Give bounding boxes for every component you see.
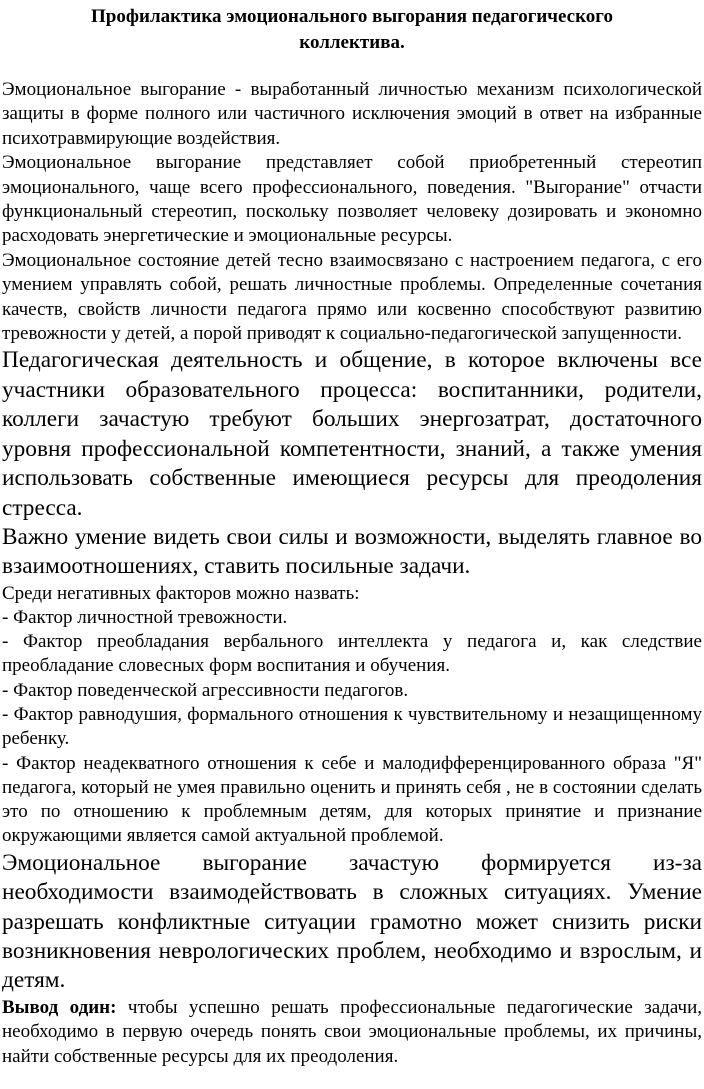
- paragraph-definition: Эмоциональное выгорание - выработанный личностью механизм психологической защиты в форме полного или частичного исключения эмоций в ответ на избранные психотравмирующие воздействия.: [2, 79, 702, 149]
- list-item: - Фактор личностной тревожности.: [2, 606, 288, 628]
- paragraph-children-state: Эмоциональное состояние детей тесно взаимосвязано с настроением педагога, с его умением управлять собой, решать личностные проблемы. Определенные сочетания качеств, свойств личности педагога прямо или косвенно способствуют развитию тревожности у детей, а порой приводят к социально-педагогической запущенности.: [2, 249, 702, 345]
- factors-intro: Среди негативных факторов можно назвать:: [2, 582, 360, 604]
- factors-list: [2, 606, 702, 849]
- paragraph-stereotype: Эмоциональное выгорание представляет собой приобретенный стереотип эмоционального, чаще всего профессионального, поведения. "Выгорание" отчасти функциональный стереотип, поскольку позволяет человеку дозировать и экономно расходовать энергетические и эмоциональные ресурсы.: [2, 152, 702, 247]
- list-item: - Фактор равнодушия, формального отношения к чувствительному и незащищенному ребенку.: [2, 703, 702, 750]
- conclusion-text: чтобы успешно решать профессиональные педагогические задачи, необходимо в первую очередь понять свои эмоциональные проблемы, их причины, найти собственные ресурсы для их преодоления.: [2, 996, 702, 1067]
- list-item: - Фактор неадекватного отношения к себе и малодифференцированного образа "Я" педагога, который не умея правильно оценить и принять себя , не в состоянии сделать это по отношению к проблемным детям, для которых принятие и признание окружающими является самой актуальной проблемой.: [2, 752, 702, 847]
- list-item: - Фактор преобладания вербального интеллекта у педагога и, как следствие преобладание словесных форм воспитания и обучения.: [2, 631, 702, 677]
- paragraph-important-skill: Важно умение видеть свои силы и возможности, выделять главное во взаимоотношениях, ставить посильные задачи.: [2, 523, 702, 580]
- paragraph-closing: Эмоциональное выгорание зачастую формируется из-за необходимости взаимодействовать в сложных ситуациях. Умение разрешать конфликтные ситуации грамотно может снизить риски возникновения неврологических проблем, необходимо и взрослым, и детям.: [2, 849, 702, 994]
- paragraph-pedagogical-activity: Педагогическая деятельность и общение, в которое включены все участники образовательного процесса: воспитанники, родители, коллеги зачастую требуют больших энергозатрат, достаточного уровня профессиональной компетентности, знаний, а также умения использовать собственные имеющиеся ресурсы для преодоления стресса.: [2, 347, 702, 521]
- list-item: - Фактор поведенческой агрессивности педагогов.: [2, 679, 409, 701]
- conclusion: [2, 996, 702, 1069]
- document-title: Профилактика эмоционального выгорания педагогического коллектива.: [91, 6, 613, 53]
- conclusion-label: Вывод один:: [2, 996, 117, 1018]
